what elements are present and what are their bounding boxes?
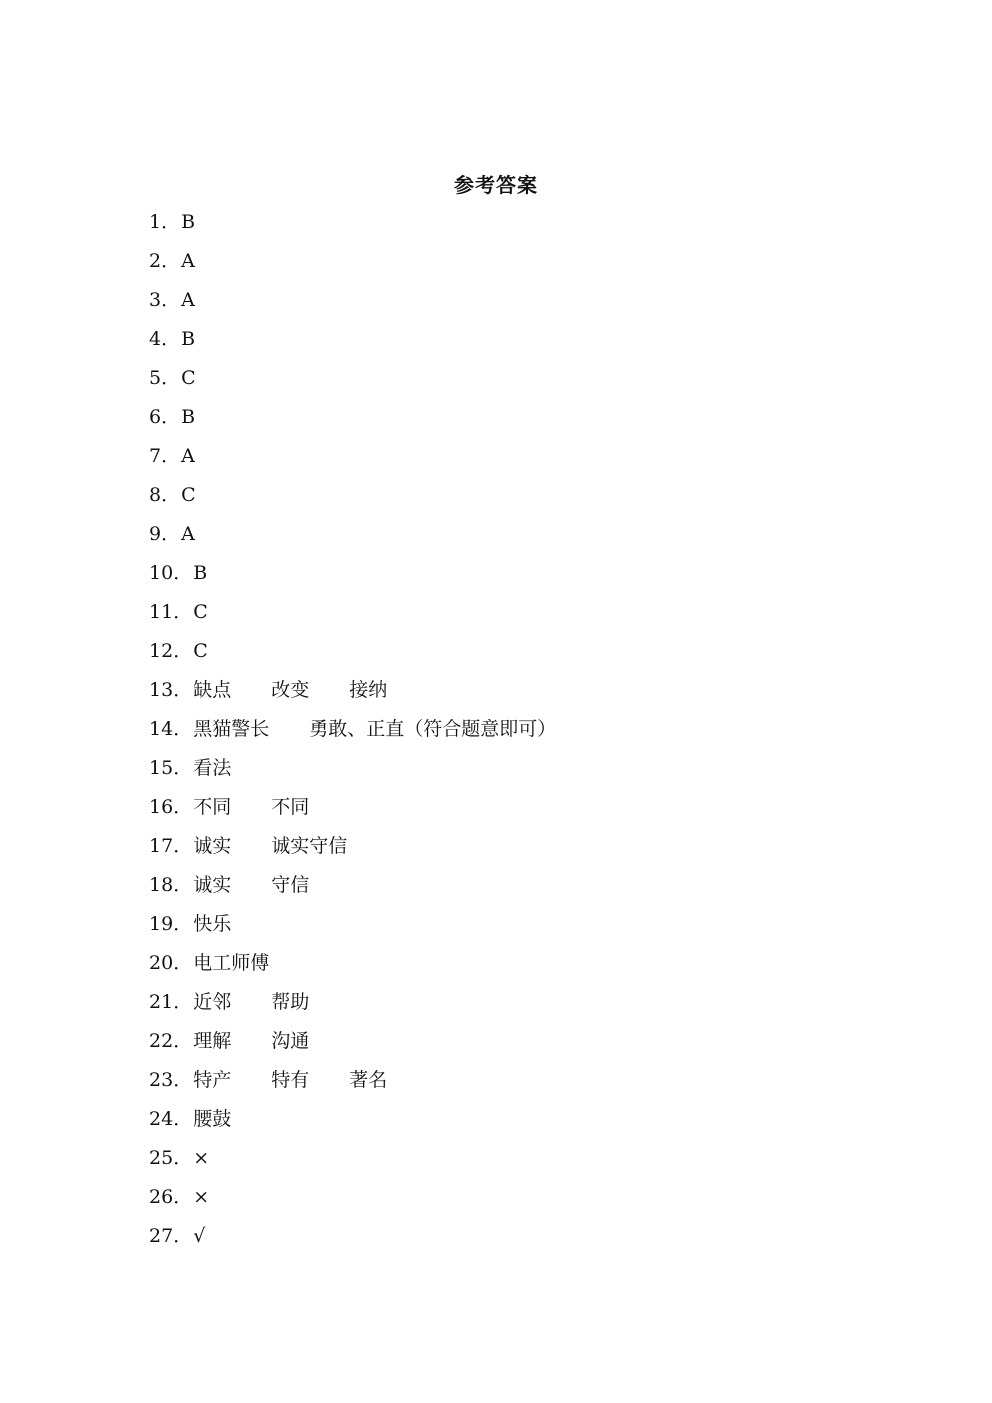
answer-text: 著名 xyxy=(349,1068,388,1091)
answer-item xyxy=(149,865,556,904)
answer-number: 10 xyxy=(149,561,174,584)
answer-item xyxy=(149,592,556,631)
answer-number: 25 xyxy=(149,1146,174,1169)
answer-item xyxy=(149,319,556,358)
number-separator: ． xyxy=(173,1107,193,1130)
answer-number: 23 xyxy=(149,1068,174,1091)
answer-number: 21 xyxy=(149,990,174,1013)
answer-text: B xyxy=(181,405,196,428)
answer-text: √ xyxy=(193,1224,206,1247)
answer-text: A xyxy=(181,288,195,311)
answer-number: 18 xyxy=(149,873,174,896)
answer-number: 1 xyxy=(149,210,162,233)
answer-text: 沟通 xyxy=(271,1029,310,1052)
number-separator: ． xyxy=(161,288,181,311)
answer-text: 接纳 xyxy=(349,678,388,701)
answer-item xyxy=(149,943,556,982)
answer-number: 19 xyxy=(149,912,174,935)
answer-text: 帮助 xyxy=(271,990,310,1013)
answer-number: 20 xyxy=(149,951,174,974)
number-separator: ． xyxy=(173,756,193,779)
answer-number: 16 xyxy=(149,795,174,818)
answer-text: × xyxy=(193,1185,210,1208)
answer-text: B xyxy=(181,210,196,233)
answer-item xyxy=(149,436,556,475)
answer-item xyxy=(149,631,556,670)
answer-item xyxy=(149,1216,556,1255)
page-title: 参考答案 xyxy=(454,173,538,197)
number-separator: ． xyxy=(173,990,193,1013)
answer-text: A xyxy=(181,522,195,545)
answer-item xyxy=(149,280,556,319)
answer-number: 22 xyxy=(149,1029,174,1052)
answer-text: 特有 xyxy=(271,1068,310,1091)
answer-item xyxy=(149,475,556,514)
answer-item xyxy=(149,358,556,397)
answer-text: 腰鼓 xyxy=(193,1107,232,1130)
answer-item xyxy=(149,553,556,592)
answer-item xyxy=(149,1177,556,1216)
answer-number: 9 xyxy=(149,522,162,545)
answer-text: 改变 xyxy=(271,678,310,701)
answer-number: 11 xyxy=(149,600,174,623)
answer-text: C xyxy=(193,639,208,662)
answer-list xyxy=(149,202,556,1255)
number-separator: ． xyxy=(173,1146,193,1169)
number-separator: ． xyxy=(173,639,193,662)
answer-number: 13 xyxy=(149,678,174,701)
answer-text: C xyxy=(181,366,196,389)
number-separator: ． xyxy=(173,834,193,857)
number-separator: ． xyxy=(173,951,193,974)
answer-number: 8 xyxy=(149,483,162,506)
number-separator: ． xyxy=(161,444,181,467)
answer-item xyxy=(149,514,556,553)
number-separator: ． xyxy=(161,483,181,506)
answer-text: 近邻 xyxy=(193,990,232,1013)
answer-text: 理解 xyxy=(193,1029,232,1052)
number-separator: ． xyxy=(173,1068,193,1091)
answer-item xyxy=(149,748,556,787)
answer-number: 5 xyxy=(149,366,162,389)
answer-text: 勇敢、正直（符合题意即可） xyxy=(309,717,557,740)
answer-text: 不同 xyxy=(271,795,310,818)
answer-item xyxy=(149,904,556,943)
answer-item xyxy=(149,1099,556,1138)
answer-number: 6 xyxy=(149,405,162,428)
number-separator: ． xyxy=(173,1185,193,1208)
answer-item xyxy=(149,1138,556,1177)
answer-number: 2 xyxy=(149,249,162,272)
number-separator: ． xyxy=(161,366,181,389)
number-separator: ． xyxy=(161,327,181,350)
answer-item xyxy=(149,241,556,280)
number-separator: ． xyxy=(173,1224,193,1247)
answer-text: 不同 xyxy=(193,795,232,818)
answer-item xyxy=(149,670,556,709)
answer-item xyxy=(149,1021,556,1060)
answer-text: B xyxy=(193,561,208,584)
answer-text: 诚实 xyxy=(193,834,232,857)
number-separator: ． xyxy=(173,873,193,896)
number-separator: ． xyxy=(173,678,193,701)
answer-item xyxy=(149,982,556,1021)
answer-text: C xyxy=(193,600,208,623)
answer-number: 4 xyxy=(149,327,162,350)
number-separator: ． xyxy=(161,522,181,545)
answer-text: 电工师傅 xyxy=(193,951,270,974)
answer-text: 快乐 xyxy=(193,912,232,935)
answer-text: 守信 xyxy=(271,873,310,896)
answer-text: 看法 xyxy=(193,756,232,779)
number-separator: ． xyxy=(173,717,193,740)
answer-text: A xyxy=(181,444,195,467)
answer-text: 黑猫警长 xyxy=(193,717,270,740)
answer-text: C xyxy=(181,483,196,506)
answer-number: 17 xyxy=(149,834,174,857)
number-separator: ． xyxy=(173,795,193,818)
answer-item xyxy=(149,1060,556,1099)
answer-item xyxy=(149,202,556,241)
number-separator: ． xyxy=(173,1029,193,1052)
answer-text: 诚实 xyxy=(193,873,232,896)
number-separator: ． xyxy=(173,912,193,935)
answer-item xyxy=(149,787,556,826)
number-separator: ． xyxy=(161,249,181,272)
answer-number: 14 xyxy=(149,717,174,740)
answer-text: 缺点 xyxy=(193,678,232,701)
answer-text: 诚实守信 xyxy=(271,834,348,857)
answer-text: B xyxy=(181,327,196,350)
number-separator: ． xyxy=(161,405,181,428)
answer-number: 26 xyxy=(149,1185,174,1208)
answer-number: 24 xyxy=(149,1107,174,1130)
number-separator: ． xyxy=(173,600,193,623)
answer-number: 15 xyxy=(149,756,174,779)
answer-item xyxy=(149,826,556,865)
answer-text: A xyxy=(181,249,195,272)
number-separator: ． xyxy=(161,210,181,233)
answer-number: 27 xyxy=(149,1224,174,1247)
answer-number: 7 xyxy=(149,444,162,467)
answer-number: 3 xyxy=(149,288,162,311)
answer-text: × xyxy=(193,1146,210,1169)
number-separator: ． xyxy=(173,561,193,584)
answer-number: 12 xyxy=(149,639,174,662)
answer-text: 特产 xyxy=(193,1068,232,1091)
answer-item xyxy=(149,709,556,748)
answer-item xyxy=(149,397,556,436)
